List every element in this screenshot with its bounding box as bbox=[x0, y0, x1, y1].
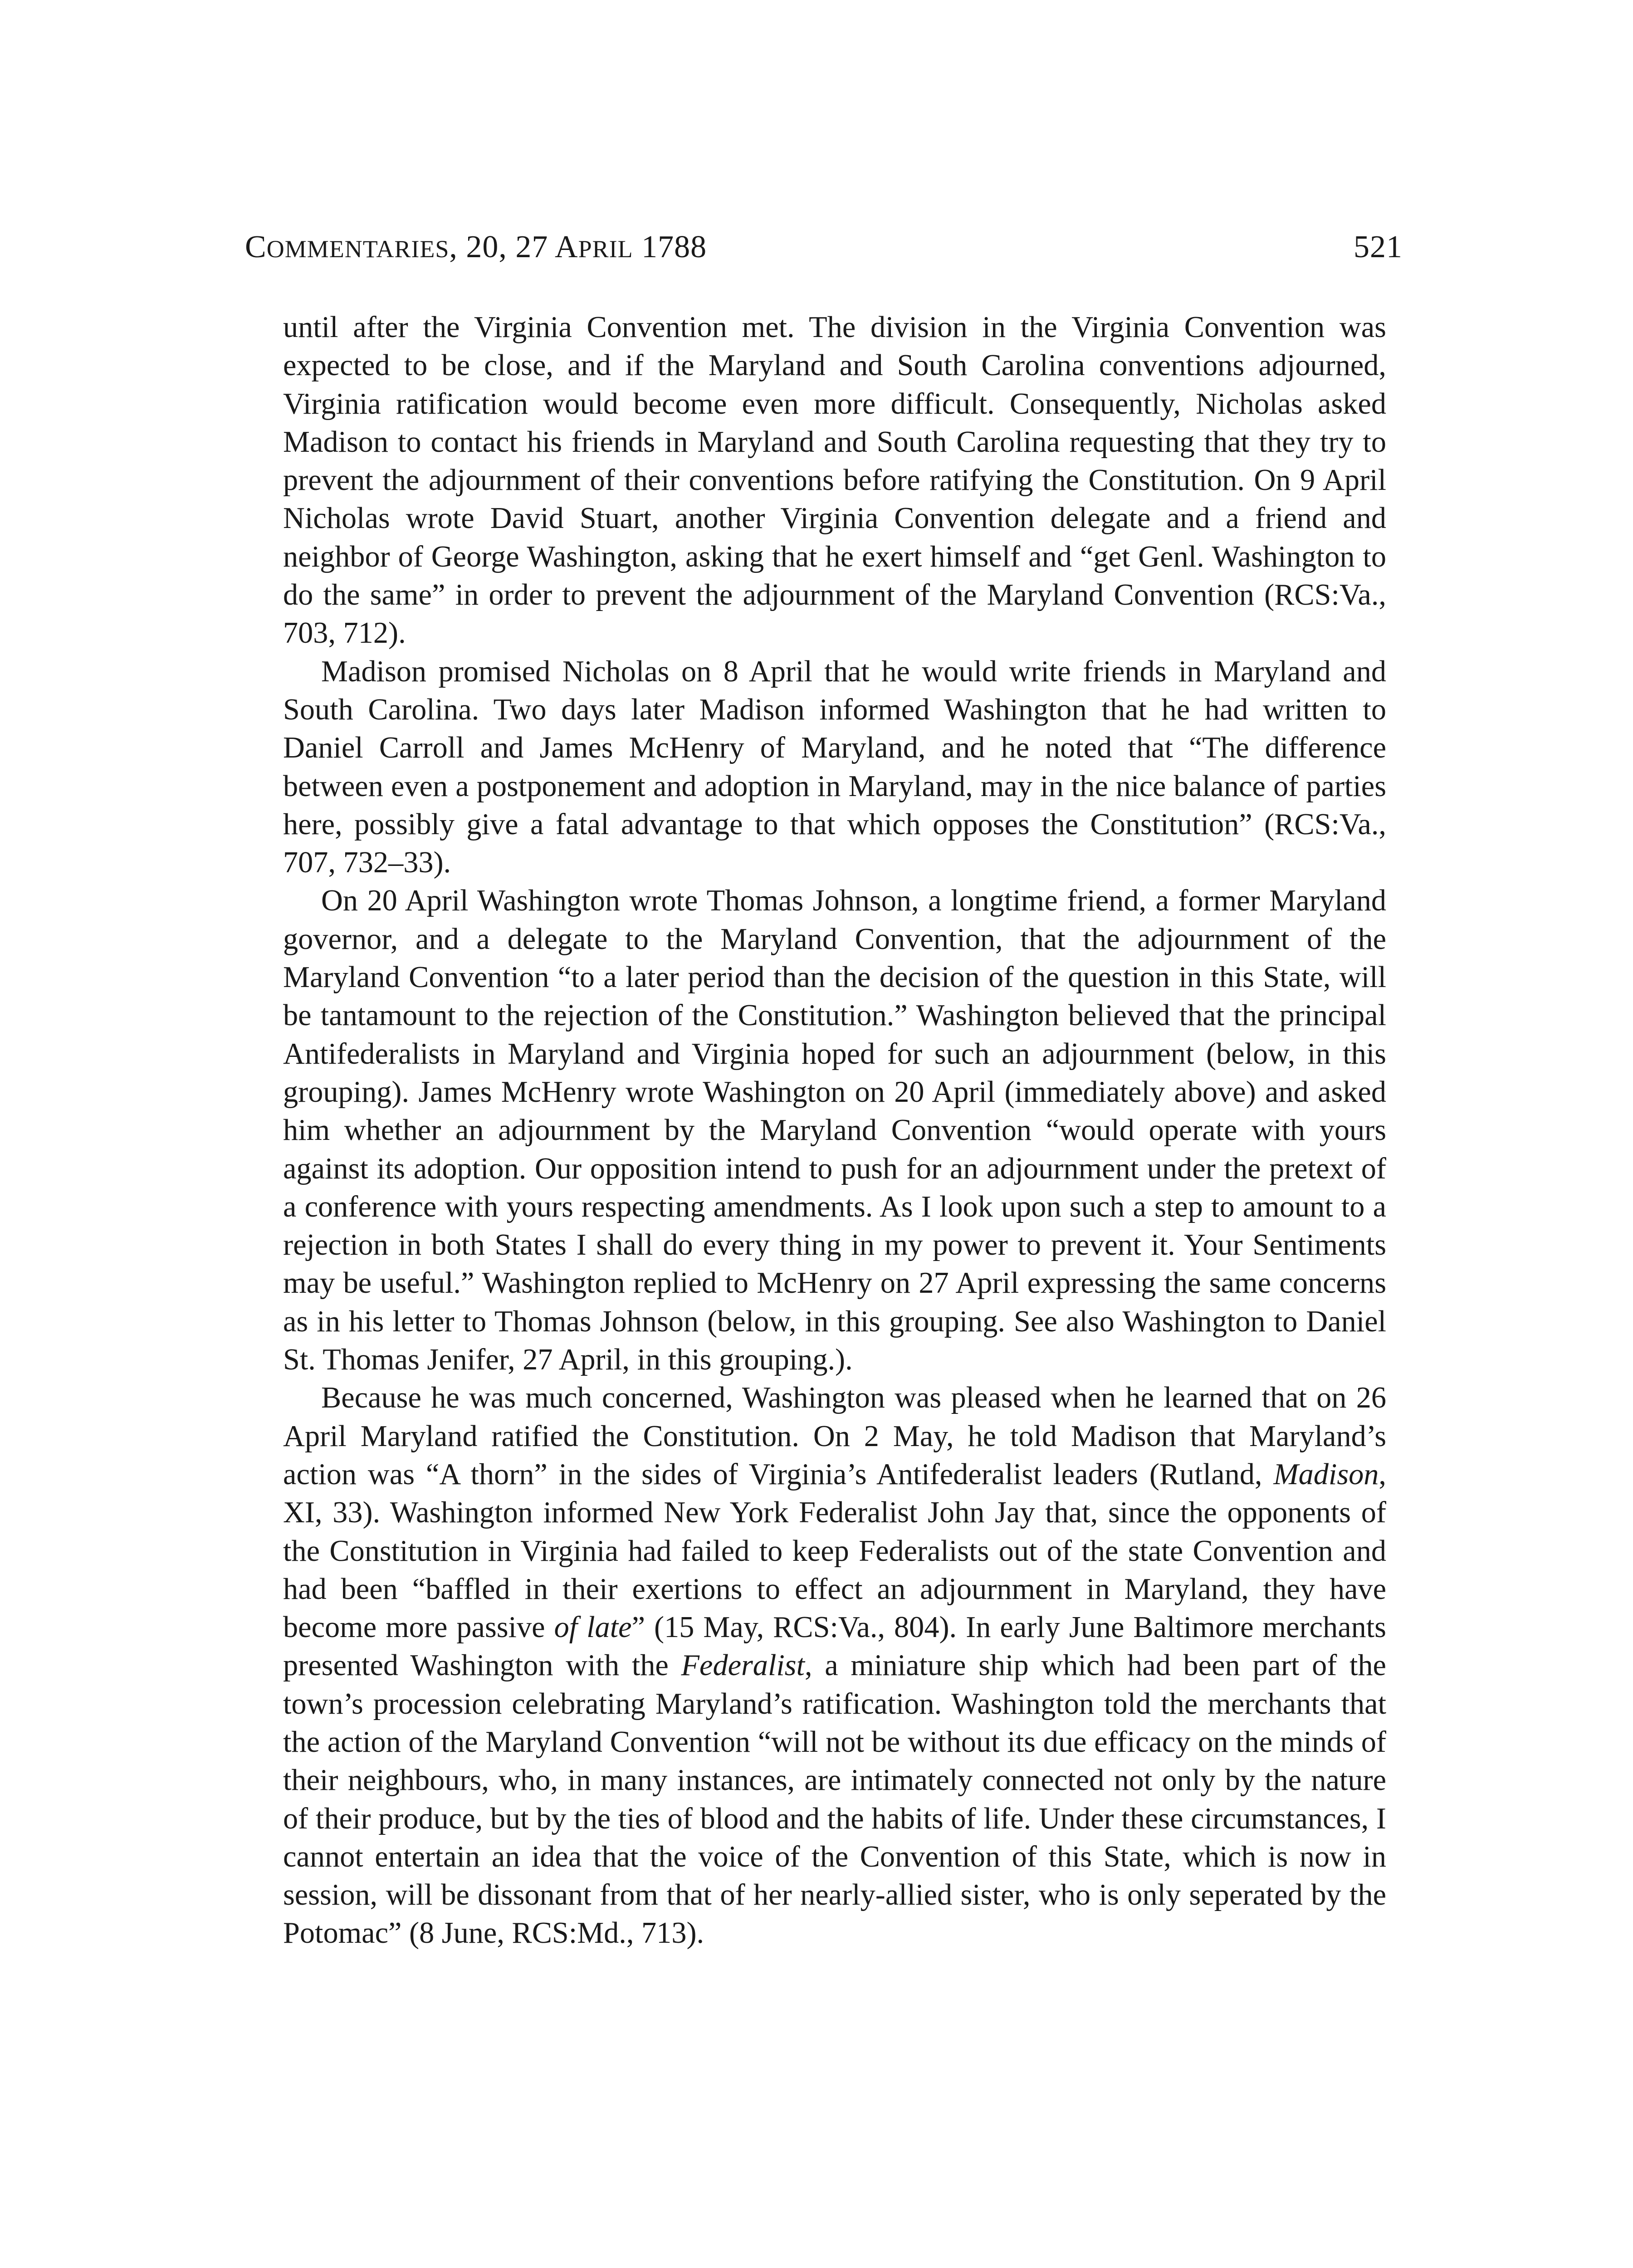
italic-federalist: Federalist bbox=[681, 1649, 805, 1682]
paragraph-2: Madison promised Nicholas on 8 April that he would write friends in Maryland and South Carolina. Two days later Madison informed Washington that he had written to Daniel Carroll and James McHenry of Maryland, and he noted that “The difference between even a postponement and adoption in Maryland, may in the nice balance of parties here, possibly give a fatal advantage to that which opposes the Constitution” (RCS:Va., 707, 732–33). bbox=[283, 655, 1386, 880]
page-number: 521 bbox=[1354, 230, 1403, 264]
running-head-title: COMMENTARIES, 20, 27 APRIL 1788 bbox=[245, 230, 707, 264]
italic-of-late: of late bbox=[554, 1611, 632, 1644]
paragraph-4: Because he was much concerned, Washington was pleased when he learned that on 26 April Maryland ratified the Constitution. On 2 May, he told Madison that Maryland’s action was “A thorn” in the sides of Virginia’s Antifederalist leaders (Rutland, Madison, XI, 33). Washington informed New York Federalist John Jay that, since the opponents of the Constitution in Virginia had failed to keep Federalists out of the state Convention and had been “baffled in their exertions to effect an adjournment in Maryland, they have become more passive of late” (15 May, RCS:Va., 804). In early June Baltimore merchants presented Washington with the Federalist, a miniature ship which had been part of the town’s procession celebrating Maryland’s ratification. Washington told the merchants that the action of the Maryland Convention “will not be without its due efficacy on the minds of their neighbours, who, in many instances, are intimately connected not only by the nature of their produce, but by the ties of blood and the habits of life. Under these circumstances, I cannot entertain an idea that the voice of the Convention of this State, which is now in session, will be dissonant from that of her nearly-allied sister, who is only seperated by the Potomac” (8 June, RCS:Md., 713). bbox=[283, 1381, 1386, 1950]
body-text bbox=[283, 308, 1386, 1953]
paragraph-1: until after the Virginia Convention met. The division in the Virginia Convention was expected to be close, and if the Maryland and South Carolina conventions adjourned, Virginia ratification would become even more difficult. Consequently, Nicholas asked Madison to contact his friends in Maryland and South Carolina requesting that they try to prevent the adjournment of their conventions before ratifying the Constitution. On 9 April Nicholas wrote David Stuart, another Virginia Convention delegate and a friend and neighbor of George Washington, asking that he exert himself and “get Genl. Washington to do the same” in order to prevent the adjournment of the Maryland Convention (RCS:Va., 703, 712). bbox=[283, 311, 1386, 650]
italic-madison: Madison bbox=[1273, 1457, 1379, 1491]
paragraph-3: On 20 April Washington wrote Thomas Johnson, a longtime friend, a former Maryland governor, and a delegate to the Maryland Convention, that the adjournment of the Maryland Convention “to a later period than the decision of the question in this State, will be tantamount to the rejection of the Constitution.” Washington believed that the principal Antifederalists in Maryland and Virginia hoped for such an adjournment (below, in this grouping). James McHenry wrote Washington on 20 April (immediately above) and asked him whether an adjournment by the Maryland Convention “would operate with yours against its adoption. Our opposition intend to push for an adjournment under the pretext of a conference with yours respecting amendments. As I look upon such a step to amount to a rejection in both States I shall do every thing in my power to prevent it. Your Sentiments may be useful.” Washington replied to McHenry on 27 April expressing the same concerns as in his letter to Thomas Johnson (below, in this grouping. See also Washington to Daniel St. Thomas Jenifer, 27 April, in this grouping.). bbox=[283, 884, 1386, 1377]
running-header bbox=[245, 229, 1403, 265]
